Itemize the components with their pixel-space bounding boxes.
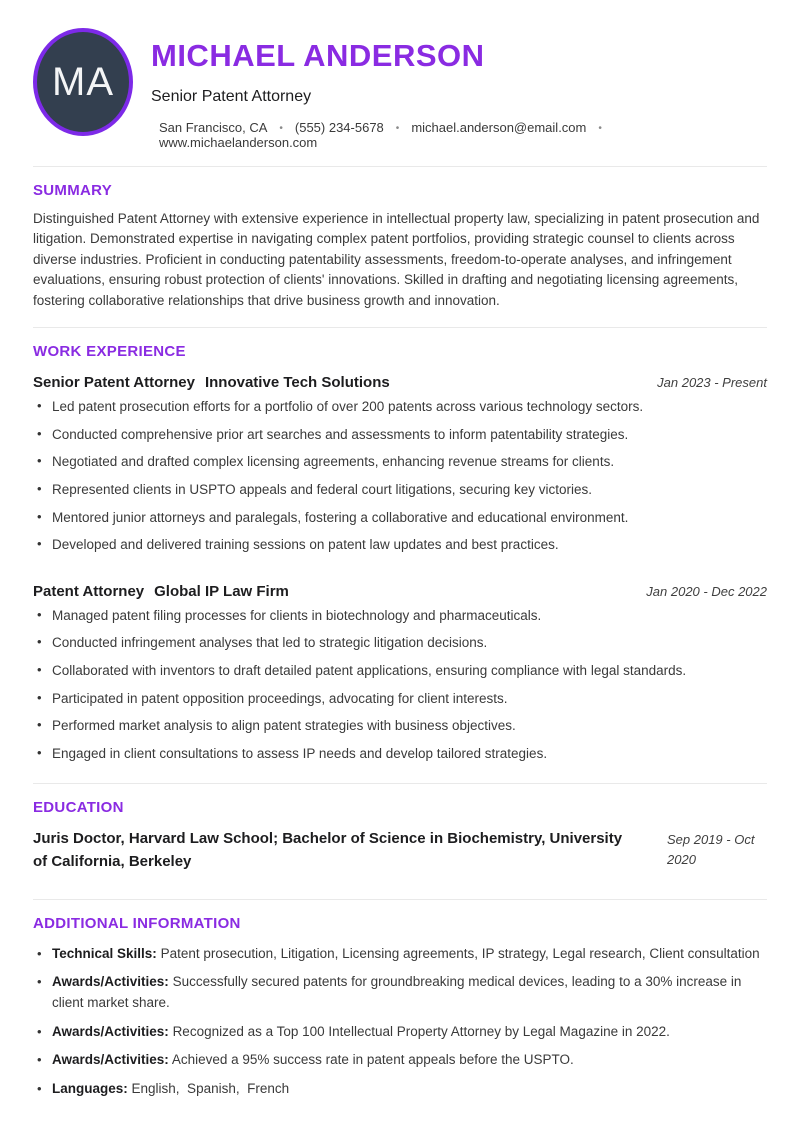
education-entry	[33, 828, 767, 873]
work-experience-section	[33, 343, 767, 763]
job-bullet: • Engaged in client consultations to assess IP needs and develop tailored strategies.	[33, 744, 767, 763]
additional-info-item	[33, 1022, 767, 1043]
job-bullet: • Led patent prosecution efforts for a portfolio of over 200 patents across various technology sectors.	[33, 397, 767, 416]
contact-separator-dot: •	[395, 122, 400, 134]
job-company: Global IP Law Firm	[154, 582, 289, 600]
additional-info-text: Recognized as a Top 100 Intellectual Property Attorney by Legal Magazine in 2022.	[172, 1023, 670, 1039]
additional-info-heading: ADDITIONAL INFORMATION	[33, 915, 241, 932]
job-company: Innovative Tech Solutions	[204, 374, 390, 392]
job-entry	[33, 374, 767, 554]
job-bullet-list	[33, 397, 767, 554]
resume-header	[33, 28, 767, 166]
job-bullet: • Mentored junior attorneys and paralegals, fostering a collaborative and educational environment.	[33, 508, 767, 527]
contact-email: michael.anderson@email.com	[411, 119, 587, 135]
additional-info-list	[33, 944, 767, 1100]
summary-text: Distinguished Patent Attorney with extensive experience in intellectual property law, specializing in patent prosecution and litigation. Demonstrated expertise in navigating complex patent portfolios, providing strategic counsel to clients across diverse industries. Proficient in conducting patentability assessments, freedom-to-operate analyses, and infringement evaluations, ensuring robust protection of clients' innovations. Skilled in drafting and negotiating licensing agreements, fostering collaborative relationships that drive business growth and innovation.	[33, 210, 760, 308]
job-bullet: • Developed and delivered training sessions on patent law updates and best practices.	[33, 535, 767, 554]
job-bullet: • Participated in patent opposition proceedings, advocating for client interests.	[33, 689, 767, 708]
additional-info-text: Achieved a 95% success rate in patent appeals before the USPTO.	[171, 1052, 574, 1068]
section-divider	[33, 327, 767, 328]
contact-row	[159, 120, 767, 150]
additional-info-section	[33, 915, 767, 1100]
spacer	[33, 773, 767, 783]
additional-info-item	[33, 944, 767, 965]
spacer	[33, 565, 767, 569]
work-experience-heading: WORK EXPERIENCE	[33, 343, 186, 361]
section-divider	[33, 166, 767, 167]
job-bullet: • Represented clients in USPTO appeals and federal court litigations, securing key victories.	[33, 480, 767, 499]
job-bullet: • Collaborated with inventors to draft detailed patent applications, ensuring compliance with legal standards.	[33, 661, 767, 680]
job-dates: Jan 2023 - Present	[657, 375, 767, 391]
job-bullet: • Negotiated and drafted complex licensing agreements, enhancing revenue streams for clients.	[33, 452, 767, 471]
additional-info-text: Successfully secured patents for groundbreaking medical devices, leading to a 30% increase in client market share.	[52, 974, 746, 1011]
education-heading: EDUCATION	[33, 799, 124, 816]
additional-info-label: Awards/Activities:	[52, 1052, 169, 1068]
additional-info-label: Awards/Activities:	[52, 974, 169, 990]
additional-info-item	[33, 1050, 767, 1071]
job-header	[33, 583, 767, 600]
job-bullet: • Conducted comprehensive prior art searches and assessments to inform patentability strategies.	[33, 425, 767, 444]
job-bullet: • Managed patent filing processes for clients in biotechnology and pharmaceuticals.	[33, 606, 767, 625]
summary-section	[33, 182, 767, 312]
avatar	[33, 28, 133, 136]
contact-separator-dot: •	[598, 122, 602, 134]
job-title: Senior Patent Attorney	[33, 374, 195, 392]
education-section	[33, 799, 767, 873]
job-dates: Jan 2020 - Dec 2022	[646, 583, 767, 599]
job-title: Patent Attorney	[33, 582, 145, 600]
header-text	[151, 28, 767, 150]
additional-info-label: Languages:	[52, 1080, 128, 1096]
candidate-title: Senior Patent Attorney	[151, 87, 312, 105]
job-bullet: • Conducted infringement analyses that led to strategic litigation decisions.	[33, 633, 767, 652]
additional-info-text: Patent prosecution, Litigation, Licensing agreements, IP strategy, Legal research, Client consultation	[160, 946, 760, 961]
section-divider	[33, 783, 767, 784]
contact-separator-dot: •	[279, 122, 283, 134]
contact-website: www.michaelanderson.com	[159, 134, 318, 150]
job-bullet-list	[33, 606, 767, 763]
education-degree: Juris Doctor, Harvard Law School; Bachelor of Science in Biochemistry, University of California, Berkeley	[33, 830, 623, 870]
avatar-initials: MA	[52, 59, 114, 104]
additional-info-item	[33, 1079, 767, 1100]
additional-info-label: Technical Skills:	[52, 946, 157, 961]
additional-info-item	[33, 972, 767, 1014]
education-dates: Sep 2019 - Oct 2020	[667, 832, 755, 867]
section-divider	[33, 899, 767, 900]
contact-location: San Francisco, CA	[159, 119, 268, 135]
candidate-name: MICHAEL ANDERSON	[151, 38, 485, 73]
job-header	[33, 374, 767, 391]
additional-info-text: English, Spanish, French	[131, 1080, 290, 1096]
additional-info-label: Awards/Activities:	[52, 1023, 169, 1039]
contact-phone: (555) 234-5678	[294, 119, 384, 135]
job-entry	[33, 583, 767, 763]
job-bullet: • Performed market analysis to align patent strategies with business objectives.	[33, 716, 767, 735]
summary-heading: SUMMARY	[33, 181, 113, 199]
